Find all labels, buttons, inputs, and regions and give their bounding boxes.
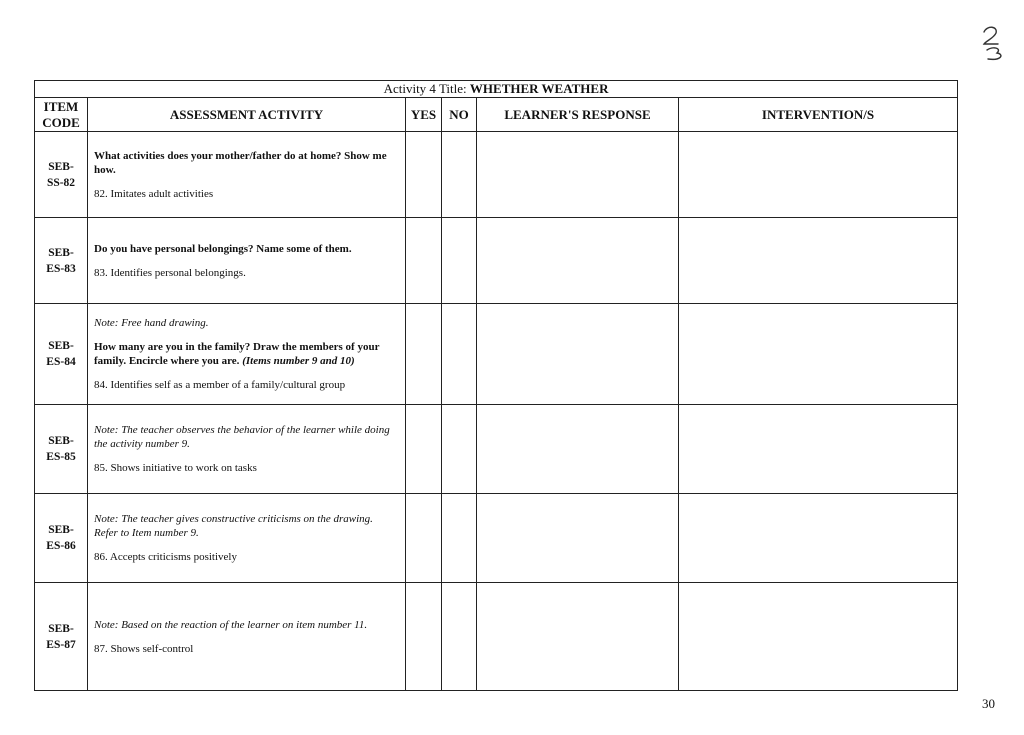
activity-indicator: 83. Identifies personal belongings.: [94, 266, 246, 279]
activity-title: [35, 81, 958, 98]
activity-indicator: 82. Imitates adult activities: [94, 187, 214, 200]
interventions-cell[interactable]: [679, 583, 958, 691]
activity-note: Note: The teacher gives constructive criticisms on the drawing. Refer to Item number 9.: [94, 513, 373, 539]
interventions-cell[interactable]: [679, 132, 958, 218]
activity-question: What activities does your mother/father do at home? Show me how.: [94, 149, 387, 176]
activity-note: Note: Free hand drawing.: [94, 317, 209, 329]
interventions-cell[interactable]: [679, 304, 958, 405]
interventions-cell[interactable]: [679, 405, 958, 494]
item-code: SEB-ES-83: [35, 218, 88, 304]
interventions-cell[interactable]: [679, 218, 958, 304]
assessment-activity: [88, 494, 406, 583]
table-row: [35, 218, 958, 304]
assessment-activity: [88, 304, 406, 405]
yes-checkbox-cell[interactable]: [406, 405, 442, 494]
header-yes: YES: [406, 98, 442, 132]
activity-note: Note: The teacher observes the behavior of the learner while doing the activity number 9.: [94, 424, 390, 450]
no-checkbox-cell[interactable]: [442, 304, 477, 405]
learners-response-cell[interactable]: [477, 304, 679, 405]
item-code: SEB-ES-87: [35, 583, 88, 691]
activity-indicator: 84. Identifies self as a member of a family/cultural group: [94, 379, 346, 391]
handwritten-page-number: [978, 22, 1010, 62]
interventions-cell[interactable]: [679, 494, 958, 583]
table-row: [35, 583, 958, 691]
yes-checkbox-cell[interactable]: [406, 494, 442, 583]
table-row: [35, 405, 958, 494]
item-code: SEB-ES-84: [35, 304, 88, 405]
header-learners-response: LEARNER'S RESPONSE: [477, 98, 679, 132]
learners-response-cell[interactable]: [477, 218, 679, 304]
yes-checkbox-cell[interactable]: [406, 583, 442, 691]
no-checkbox-cell[interactable]: [442, 494, 477, 583]
no-checkbox-cell[interactable]: [442, 583, 477, 691]
header-no: NO: [442, 98, 477, 132]
item-code: SEB-ES-85: [35, 405, 88, 494]
activity-title-value: WHETHER WEATHER: [469, 81, 609, 96]
no-checkbox-cell[interactable]: [442, 405, 477, 494]
yes-checkbox-cell[interactable]: [406, 218, 442, 304]
table-row: [35, 304, 958, 405]
yes-checkbox-cell[interactable]: [406, 132, 442, 218]
item-code: SEB-SS-82: [35, 132, 88, 218]
header-row: [35, 98, 958, 132]
activity-question: Do you have personal belongings? Name some of them.: [94, 242, 352, 255]
assessment-table: [34, 80, 958, 691]
assessment-activity: [88, 132, 406, 218]
learners-response-cell[interactable]: [477, 583, 679, 691]
table-row: [35, 132, 958, 218]
activity-title-row: [35, 81, 958, 98]
activity-question-items: (Items number 9 and 10): [239, 355, 355, 367]
learners-response-cell[interactable]: [477, 494, 679, 583]
table-row: [35, 494, 958, 583]
activity-indicator: 85. Shows initiative to work on tasks: [94, 462, 257, 474]
learners-response-cell[interactable]: [477, 405, 679, 494]
no-checkbox-cell[interactable]: [442, 218, 477, 304]
header-item-code: ITEM CODE: [35, 98, 88, 132]
activity-question: [94, 340, 399, 368]
activity-note: Note: Based on the reaction of the learner on item number 11.: [94, 618, 368, 631]
page-number: 30: [982, 696, 995, 711]
learners-response-cell[interactable]: [477, 132, 679, 218]
assessment-activity: [88, 218, 406, 304]
item-code: SEB-ES-86: [35, 494, 88, 583]
activity-question-text: How many are you in the family? Draw the members of your family. Encircle where you are.: [94, 341, 380, 367]
assessment-activity: [88, 583, 406, 691]
activity-indicator: 86. Accepts criticisms positively: [94, 551, 237, 563]
header-interventions: INTERVENTION/S: [679, 98, 958, 132]
header-assessment-activity: ASSESSMENT ACTIVITY: [88, 98, 406, 132]
assessment-activity: [88, 405, 406, 494]
no-checkbox-cell[interactable]: [442, 132, 477, 218]
activity-indicator: 87. Shows self-control: [94, 642, 194, 655]
yes-checkbox-cell[interactable]: [406, 304, 442, 405]
activity-title-label: Activity 4 Title:: [383, 81, 470, 96]
